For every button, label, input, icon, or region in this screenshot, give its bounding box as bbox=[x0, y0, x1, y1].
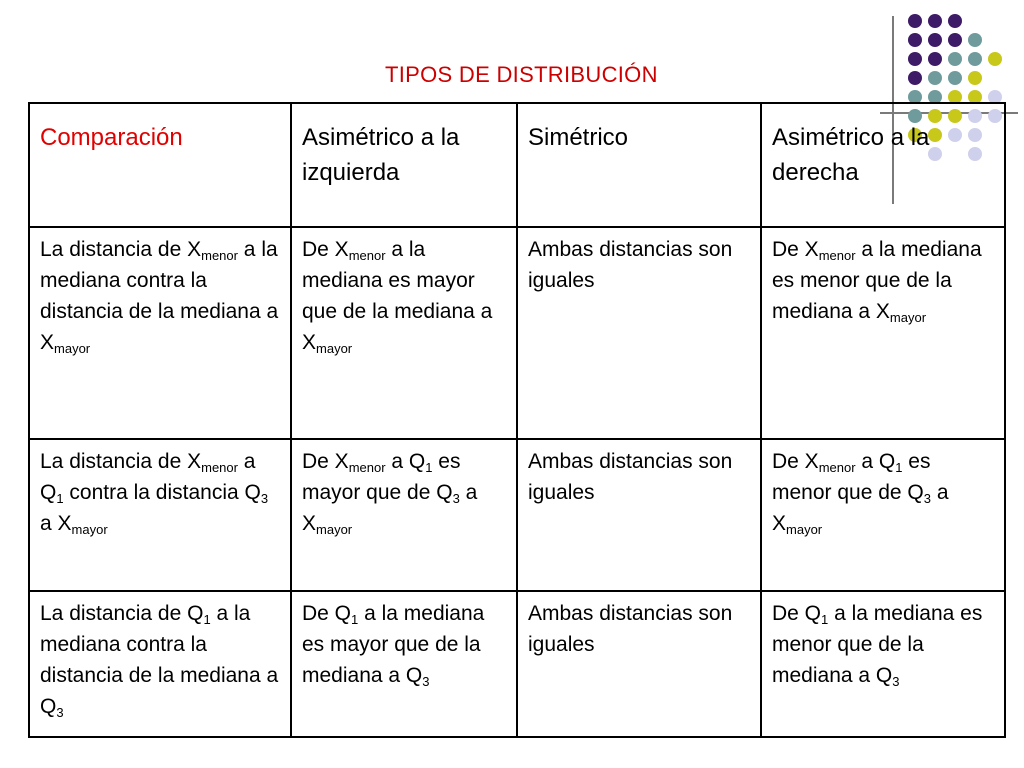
header-simetrico: Simétrico bbox=[517, 103, 761, 227]
cell-comparacion: La distancia de $X_{menor}$ a la mediana contra la distancia de la mediana a $X_{mayor}$ bbox=[29, 227, 291, 439]
decor-dot bbox=[968, 71, 982, 85]
decor-dot bbox=[948, 33, 962, 47]
cell-asimetrico-derecha: De $Q_1$ a la mediana es menor que de la mediana a $Q_3$ bbox=[761, 591, 1005, 737]
cell-simetrico: Ambas distancias son iguales bbox=[517, 591, 761, 737]
decor-dot bbox=[928, 33, 942, 47]
cell-comparacion: La distancia de $Q_1$ a la mediana contra la distancia de la mediana a $Q_3$ bbox=[29, 591, 291, 737]
decor-dot bbox=[948, 52, 962, 66]
decor-dot bbox=[968, 33, 982, 47]
decor-dot bbox=[908, 14, 922, 28]
decor-dot bbox=[928, 52, 942, 66]
cell-simetrico: Ambas distancias son iguales bbox=[517, 439, 761, 591]
distribution-table bbox=[28, 102, 1006, 738]
decor-dot bbox=[908, 71, 922, 85]
decor-dot bbox=[928, 14, 942, 28]
decor-dot bbox=[948, 14, 962, 28]
header-asimetrico-izquierda: Asimétrico a la izquierda bbox=[291, 103, 517, 227]
decor-dot bbox=[928, 71, 942, 85]
decor-dot bbox=[908, 52, 922, 66]
header-comparacion: Comparación bbox=[29, 103, 291, 227]
table-row bbox=[29, 591, 1005, 737]
decor-dot bbox=[988, 52, 1002, 66]
slide-title: TIPOS DE DISTRIBUCIÓN bbox=[385, 62, 658, 87]
cell-simetrico: Ambas distancias son iguales bbox=[517, 227, 761, 439]
cell-asimetrico-derecha: De $X_{menor}$ a $Q_1$ es menor que de $Q_3$ a $X_{mayor}$ bbox=[761, 439, 1005, 591]
decor-dot bbox=[948, 71, 962, 85]
cell-asimetrico-izquierda: De $X_{menor}$ a la mediana es mayor que de la mediana a $X_{mayor}$ bbox=[291, 227, 517, 439]
cell-asimetrico-derecha: De $X_{menor}$ a la mediana es menor que de la mediana a $X_{mayor}$ bbox=[761, 227, 1005, 439]
cell-asimetrico-izquierda: De $Q_1$ a la mediana es mayor que de la mediana a $Q_3$ bbox=[291, 591, 517, 737]
table-header-row bbox=[29, 103, 1005, 227]
table-row bbox=[29, 439, 1005, 591]
decor-dot bbox=[908, 33, 922, 47]
header-asimetrico-derecha: Asimétrico a la derecha bbox=[761, 103, 1005, 227]
table-row bbox=[29, 227, 1005, 439]
cell-comparacion: La distancia de $X_{menor}$ a $Q_1$ contra la distancia $Q_3$ a $X_{mayor}$ bbox=[29, 439, 291, 591]
cell-asimetrico-izquierda: De $X_{menor}$ a $Q_1$ es mayor que de $Q_3$ a $X_{mayor}$ bbox=[291, 439, 517, 591]
decor-dot bbox=[968, 52, 982, 66]
